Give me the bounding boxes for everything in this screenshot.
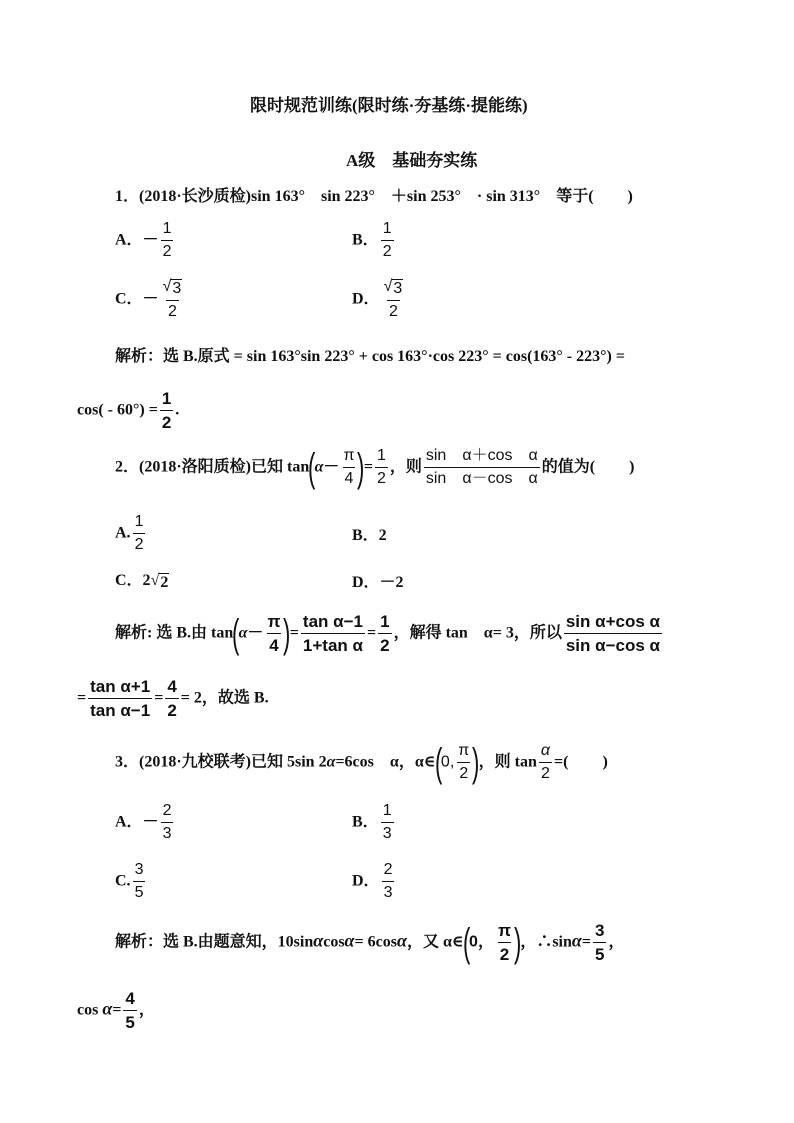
- q3-option-d-label: D．: [352, 872, 380, 890]
- numerator: α: [540, 742, 550, 760]
- q2-close: ): [629, 458, 635, 476]
- q1-option-a-fraction: [161, 221, 174, 261]
- denominator: 2: [161, 240, 174, 261]
- q3-solution-pi-over-2: [496, 922, 513, 964]
- q3-close: ): [602, 753, 608, 771]
- q1-option-d-label: D．: [352, 290, 380, 308]
- denominator: 2: [378, 633, 391, 655]
- q1-option-c-label: C．－: [115, 290, 159, 308]
- q3-option-d-fraction: [382, 862, 395, 902]
- denominator: sin α−cos α: [564, 633, 662, 655]
- denominator: 3: [161, 822, 174, 843]
- numerator: 4: [167, 677, 177, 696]
- radicand: 3: [172, 280, 182, 297]
- q2-option-c-label: C．2: [115, 572, 151, 589]
- q1-stem-text: 1．(2018·长沙质检)sin 163° sin 223° ＋sin 253° · sin 313° 等于(: [115, 188, 594, 205]
- left-paren-icon: (: [434, 741, 442, 785]
- numerator: [382, 279, 406, 300]
- q1-solution-end: .: [175, 401, 180, 419]
- q3-then-tan: ，则 tan: [478, 753, 537, 771]
- equals: =: [289, 624, 299, 642]
- q2-pi-over-4: [341, 448, 356, 488]
- denominator: 2: [539, 762, 552, 783]
- numerator: π: [267, 612, 281, 631]
- q2-then: ，则: [389, 458, 422, 476]
- denominator: 2: [375, 467, 388, 488]
- q2-stem: [115, 448, 634, 488]
- q3-solution-eq: = 6cos: [354, 933, 397, 951]
- q3-option-b-fraction: [381, 803, 394, 843]
- denominator: 5: [593, 942, 606, 964]
- denominator: 4: [267, 633, 280, 655]
- numerator: π: [343, 447, 355, 465]
- alpha: α: [102, 998, 113, 1019]
- numerator: 1: [162, 220, 172, 237]
- q3-option-b-label: B．: [352, 813, 379, 831]
- right-paren-icon: ): [472, 741, 480, 785]
- q3-solution-sin-value: [593, 922, 606, 964]
- q2-solution-tail: = 2，故选 B.: [180, 689, 269, 707]
- denominator: 2: [165, 698, 178, 720]
- q3-option-a: [115, 803, 175, 843]
- radical-sign-icon: √: [162, 278, 172, 295]
- q3-option-a-label: A．－: [115, 813, 159, 831]
- sqrt: [384, 279, 404, 298]
- minus: －: [323, 458, 340, 476]
- page-title: 限时规范训练(限时练·夯基练·提能练): [250, 96, 528, 115]
- q3-option-a-fraction: [161, 803, 174, 843]
- numerator: sin α+cos α: [565, 612, 660, 631]
- q2-option-c: [115, 573, 169, 592]
- q3-option-c-label: C.: [115, 872, 131, 890]
- q1-option-a-label: A．－: [115, 231, 159, 249]
- q2-solution-result: [165, 678, 178, 720]
- denominator: 2: [160, 410, 173, 432]
- numerator: tan α−1: [302, 612, 363, 631]
- denominator: 5: [133, 881, 146, 902]
- left-paren-icon: (: [308, 446, 316, 490]
- alpha: α: [396, 930, 407, 951]
- q2-solution-mid: ，解得 tan α= 3，所以: [393, 624, 562, 642]
- q3-pi-over-2: [456, 743, 471, 783]
- q1-solution-text: cos( ‐ 60°) =: [77, 401, 158, 419]
- q3-solution-also: ，又 α∈: [406, 933, 464, 951]
- q2-solution-prefix: 解析: 选 B.由 tan: [115, 624, 234, 642]
- q3-solution-end: ，: [138, 1001, 155, 1019]
- numerator: 1: [382, 802, 392, 819]
- radical-sign-icon: √: [150, 572, 160, 589]
- q2-solution-line2: [77, 678, 269, 720]
- alpha: α: [344, 930, 355, 951]
- q1-solution-fraction: [160, 390, 173, 432]
- radical-sign-icon: √: [383, 278, 393, 295]
- radicand: 3: [393, 280, 403, 297]
- denominator: 2: [381, 240, 394, 261]
- q1-stem-close: ): [627, 188, 633, 205]
- numerator: 1: [134, 513, 144, 530]
- alpha: α: [571, 930, 582, 951]
- denominator: 2: [166, 300, 179, 321]
- numerator: sin α＋cos α: [425, 447, 538, 465]
- numerator: 3: [594, 921, 605, 940]
- equals: =: [363, 458, 373, 476]
- zero: 0,: [440, 753, 455, 771]
- q2-solution-line1: [115, 613, 664, 655]
- numerator: 1: [161, 389, 172, 408]
- equals: =: [366, 624, 377, 642]
- q2-value-of: 的值为(: [541, 458, 596, 476]
- numerator: tan α+1: [90, 677, 151, 696]
- q1-option-c: [115, 279, 186, 320]
- q2-option-a-fraction: [133, 514, 146, 554]
- q3-eq-paren: =(: [554, 753, 569, 771]
- equals: =: [581, 933, 591, 951]
- section-heading: A级 基础夯实练: [346, 151, 478, 170]
- denominator: 4: [343, 467, 356, 488]
- right-paren-icon: ): [357, 446, 365, 490]
- q2-solution-tan-fraction: [301, 613, 365, 655]
- right-paren-icon: ): [513, 920, 522, 965]
- alpha: α: [238, 624, 248, 642]
- q2-option-d: D．－2: [352, 574, 404, 591]
- q1-stem: [115, 189, 633, 205]
- denominator: tan α−1: [88, 698, 152, 720]
- alpha: α: [326, 753, 336, 771]
- q1-solution-line1: 解析：选 B.原式 = sin 163°sin 223° + cos 163°·cos 223° = cos(163° ‐ 223°) =: [115, 348, 625, 365]
- numerator: 4: [125, 989, 135, 1008]
- q1-solution-line2: [77, 390, 179, 432]
- q1-option-c-fraction: [161, 279, 185, 320]
- q1-option-a: [115, 221, 175, 261]
- q3-option-c-fraction: [133, 862, 146, 902]
- numerator: 2: [383, 861, 393, 878]
- q1-option-b: [352, 221, 396, 261]
- left-paren-icon: (: [232, 611, 240, 656]
- equals: =: [154, 689, 164, 707]
- numerator: 1: [380, 612, 390, 631]
- q3-stem-prefix: 3．(2018·九校联考)已知 5sin 2: [115, 753, 327, 771]
- right-paren-icon: ): [283, 611, 291, 656]
- radicand: 2: [160, 574, 169, 591]
- equals: =: [77, 689, 87, 707]
- q2-option-b: B．2: [352, 527, 387, 544]
- q2-solution-tan-ratio: [88, 678, 152, 720]
- q3-solution-end-comma: ，: [608, 933, 625, 951]
- q2-solution-half: [378, 613, 391, 655]
- q2-option-a-label: A.: [115, 524, 131, 542]
- numerator: π: [458, 742, 470, 760]
- numerator: [161, 279, 185, 300]
- denominator: sin α－cos α: [424, 467, 540, 488]
- denominator: 2: [457, 762, 470, 783]
- denominator: 2: [133, 533, 146, 554]
- q1-option-d-fraction: [382, 279, 406, 320]
- denominator: 2: [498, 942, 511, 964]
- q3-solution-prefix: 解析：选 B.由题意知，10sin: [115, 933, 314, 951]
- equals: =: [112, 1001, 122, 1019]
- q3-alpha-over-2: [539, 743, 552, 783]
- sqrt: [163, 279, 183, 298]
- q3-stem: [115, 743, 608, 783]
- q3-stem-mid: =6cos α，α∈: [335, 753, 436, 771]
- denominator: 2: [387, 300, 400, 321]
- zero: 0: [469, 933, 478, 951]
- q3-solution-cos: cos: [323, 933, 345, 951]
- q1-option-b-label: B．: [352, 231, 379, 249]
- q3-option-b: [352, 803, 396, 843]
- numerator: 2: [162, 802, 172, 819]
- denominator: 3: [381, 822, 394, 843]
- denominator: 5: [123, 1010, 136, 1032]
- q2-ratio: [424, 448, 540, 488]
- q2-option-a: [115, 514, 147, 554]
- alpha: α: [314, 458, 324, 476]
- q1-option-d: [352, 279, 407, 320]
- q2-solution-pi-over-4: [265, 613, 282, 655]
- q2-stem-prefix: 2．(2018·洛阳质检)已知 tan: [115, 458, 310, 476]
- q3-option-c: [115, 862, 147, 902]
- denominator: 1+tan α: [301, 633, 365, 655]
- comma: ，: [477, 933, 494, 951]
- q2-solution-ratio: [564, 613, 662, 655]
- q3-solution-cos-prefix: cos: [77, 1001, 99, 1019]
- minus: －: [247, 624, 264, 642]
- q2-half: [375, 448, 388, 488]
- denominator: 3: [382, 881, 395, 902]
- numerator: 1: [376, 447, 386, 465]
- q3-option-d: [352, 862, 396, 902]
- alpha: α: [313, 930, 324, 951]
- q3-solution-line2: [77, 990, 155, 1032]
- q3-solution-line1: [115, 922, 624, 964]
- q3-solution-cos-value: [123, 990, 136, 1032]
- left-paren-icon: (: [462, 920, 471, 965]
- numerator: 1: [382, 220, 392, 237]
- q1-option-b-fraction: [381, 221, 394, 261]
- numerator: 3: [134, 861, 144, 878]
- sqrt: [151, 573, 170, 592]
- numerator: π: [497, 921, 511, 940]
- q3-solution-therefore: ，∴sin: [520, 933, 572, 951]
